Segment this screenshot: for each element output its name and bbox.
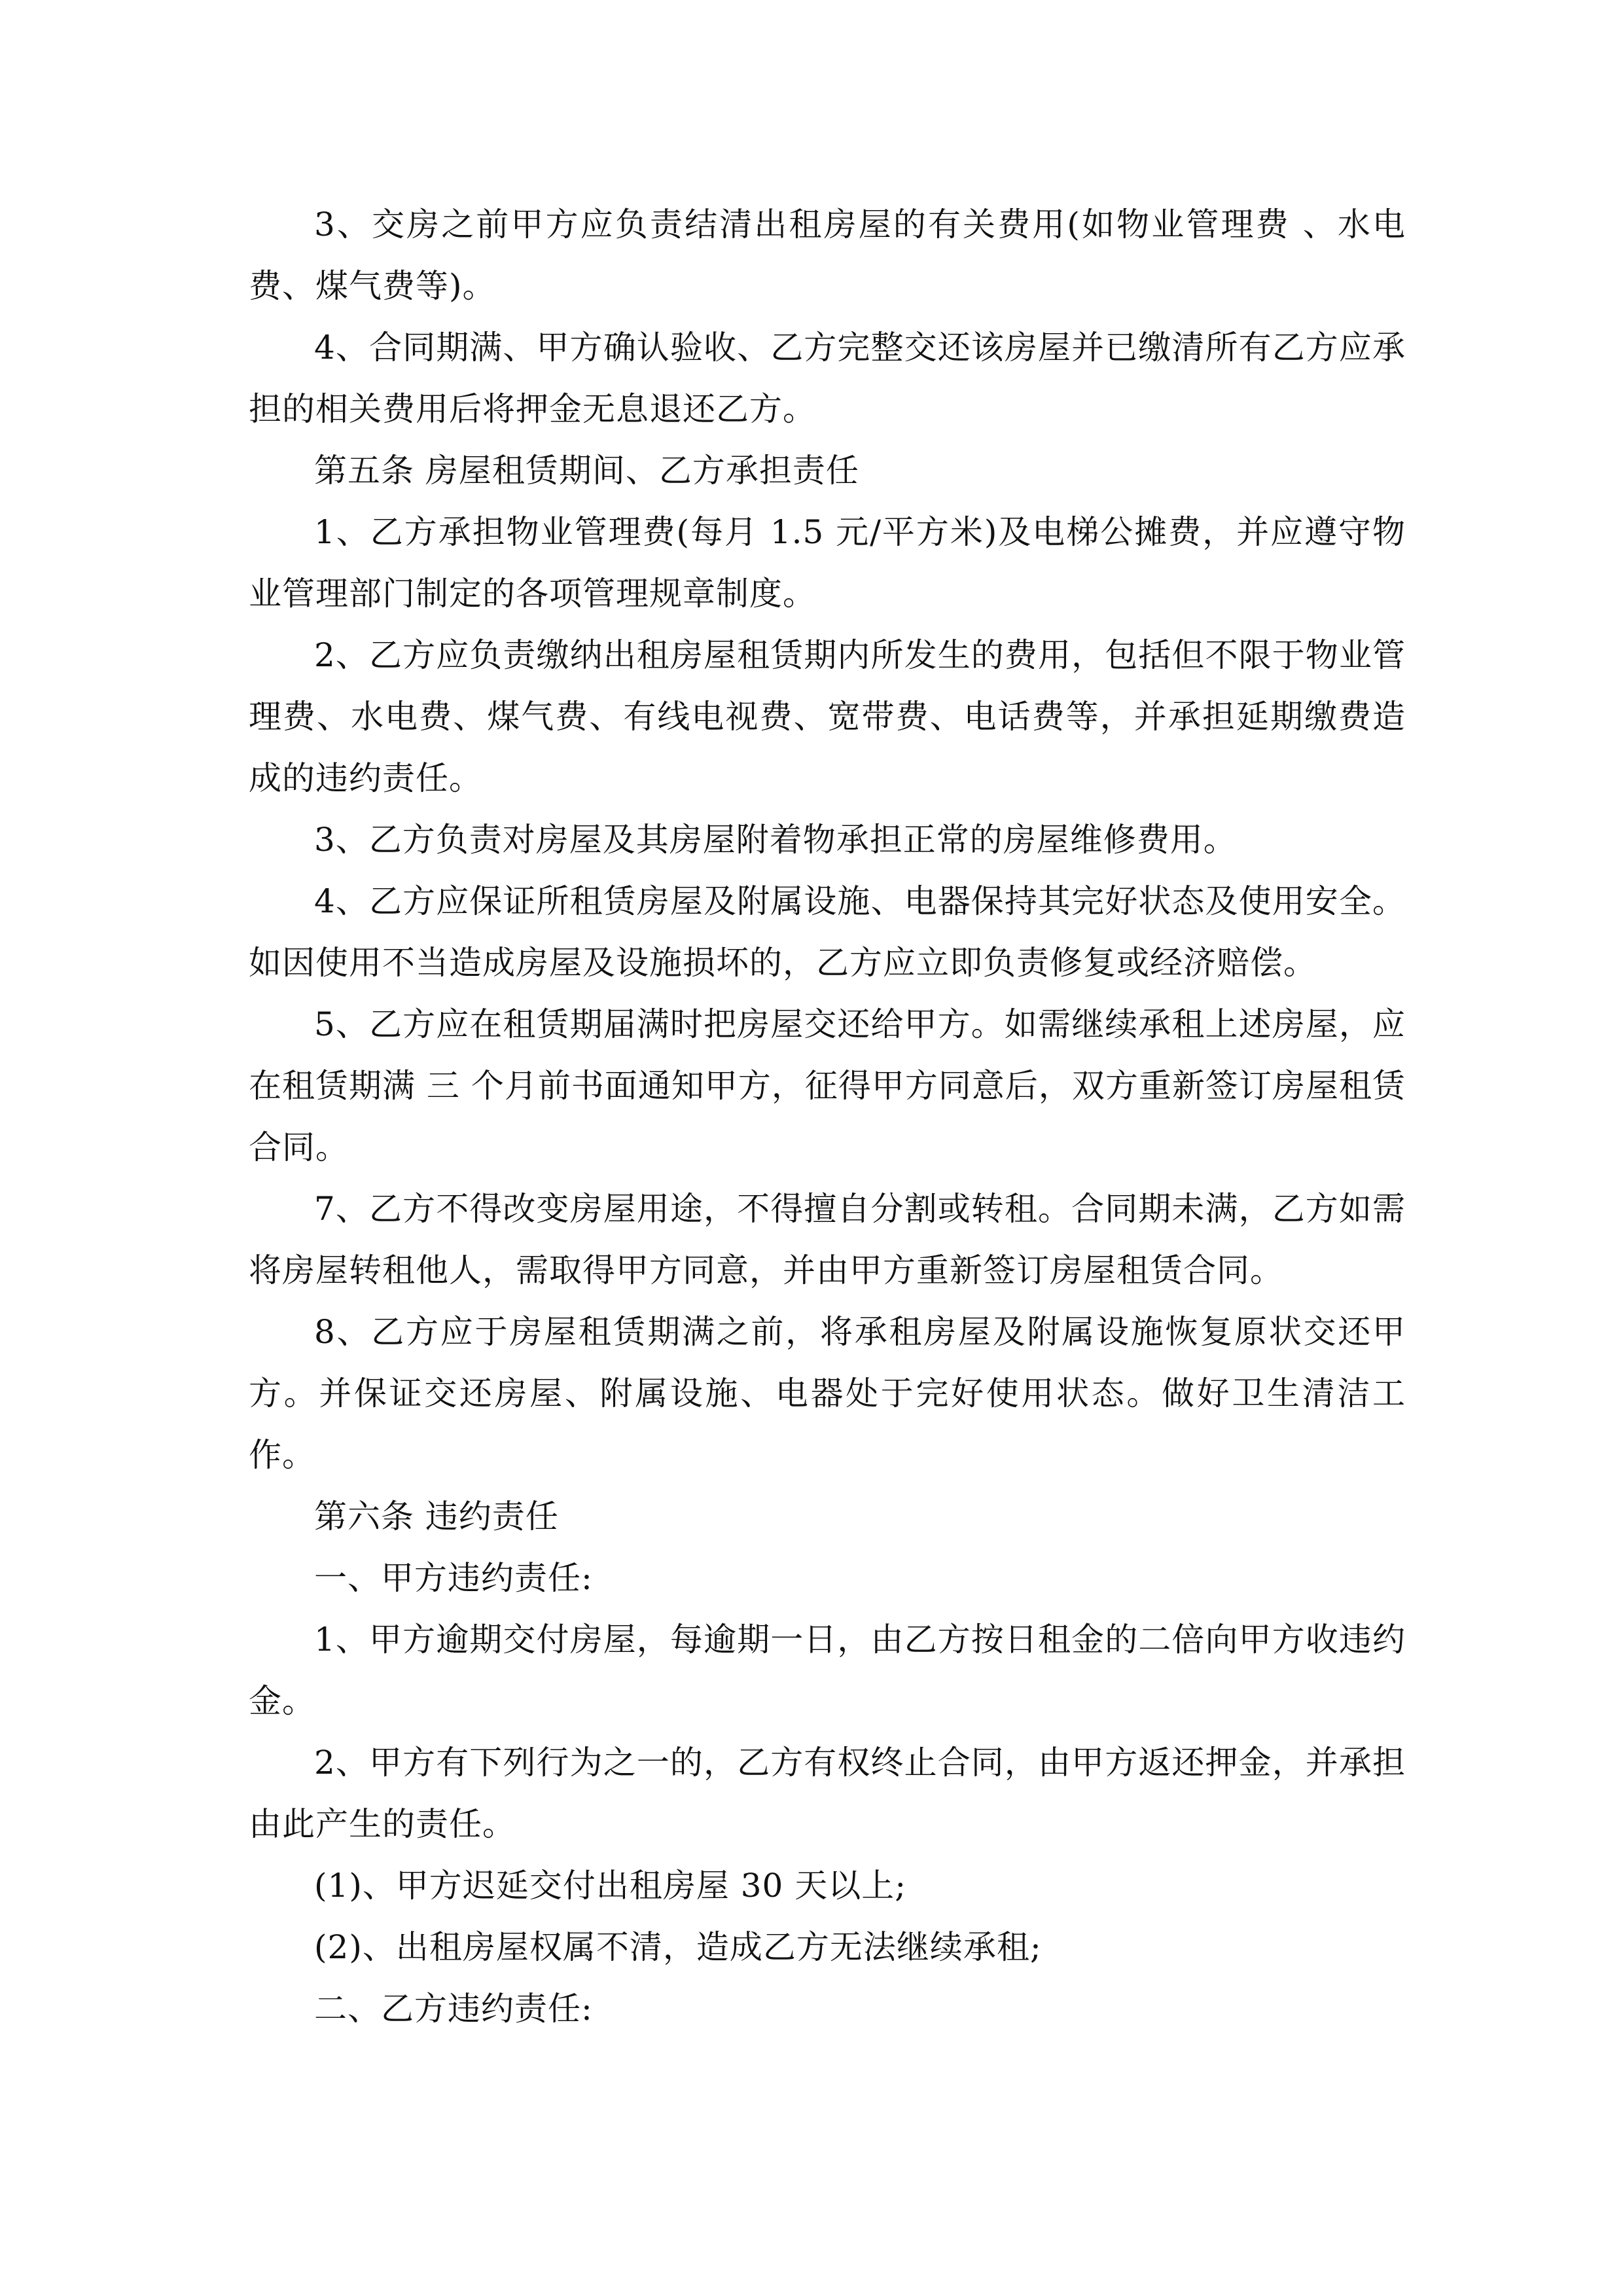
paragraph-tenant-item-4: 4、乙方应保证所租赁房屋及附属设施、电器保持其完好状态及使用安全。如因使用不当造成房屋及设施损坏的，乙方应立即负责修复或经济赔偿。: [249, 882, 1406, 982]
paragraph-landlord-subitem-1: (1)、甲方迟延交付出租房屋 30 天以上;: [314, 1867, 907, 1905]
section-heading-article-6: 第六条 违约责任: [314, 1498, 559, 1535]
paragraph-tenant-item-1: 1、乙方承担物业管理费(每月 1.5 元/平方米)及电梯公摊费，并应遵守物业管理部门制定的各项管理规章制度。: [249, 513, 1406, 613]
paragraph-tenant-item-8: 8、乙方应于房屋租赁期满之前，将承租房屋及附属设施恢复原状交还甲方。并保证交还房屋、附属设施、电器处于完好使用状态。做好卫生清洁工作。: [249, 1313, 1406, 1474]
paragraph-tenant-item-2: 2、乙方应负责缴纳出租房屋租赁期内所发生的费用，包括但不限于物业管理费、水电费、煤气费、有线电视费、宽带费、电话费等，并承担延期缴费造成的违约责任。: [249, 636, 1406, 797]
document-body: [249, 194, 1406, 2039]
paragraph-tenant-item-3: 3、乙方负责对房屋及其房屋附着物承担正常的房屋维修费用。: [314, 821, 1237, 859]
paragraph-tenant-item-5: 5、乙方应在租赁期届满时把房屋交还给甲方。如需继续承租上述房屋，应在租赁期满 三 个月前书面通知甲方，征得甲方同意后，双方重新签订房屋租赁合同。: [249, 1005, 1406, 1166]
subheading-landlord-liability: 一、甲方违约责任:: [314, 1559, 593, 1597]
paragraph-landlord-item-2: 2、甲方有下列行为之一的，乙方有权终止合同，由甲方返还押金，并承担由此产生的责任。: [249, 1744, 1406, 1843]
paragraph-landlord-item-1: 1、甲方逾期交付房屋，每逾期一日，由乙方按日租金的二倍向甲方收违约金。: [249, 1621, 1406, 1720]
subheading-tenant-liability: 二、乙方违约责任:: [314, 1990, 593, 2028]
paragraph-tenant-item-7: 7、乙方不得改变房屋用途，不得擅自分割或转租。合同期未满，乙方如需将房屋转租他人，需取得甲方同意，并由甲方重新签订房屋租赁合同。: [249, 1190, 1406, 1289]
paragraph-clause-3-handover-fees: 3、交房之前甲方应负责结清出租房屋的有关费用(如物业管理费 、水电费、煤气费等)。: [249, 206, 1406, 305]
paragraph-clause-4-deposit-refund: 4、合同期满、甲方确认验收、乙方完整交还该房屋并已缴清所有乙方应承担的相关费用后将押金无息退还乙方。: [249, 329, 1406, 428]
section-heading-article-5: 第五条 房屋租赁期间、乙方承担责任: [314, 452, 859, 490]
paragraph-landlord-subitem-2: (2)、出租房屋权属不清，造成乙方无法继续承租;: [314, 1928, 1042, 1966]
